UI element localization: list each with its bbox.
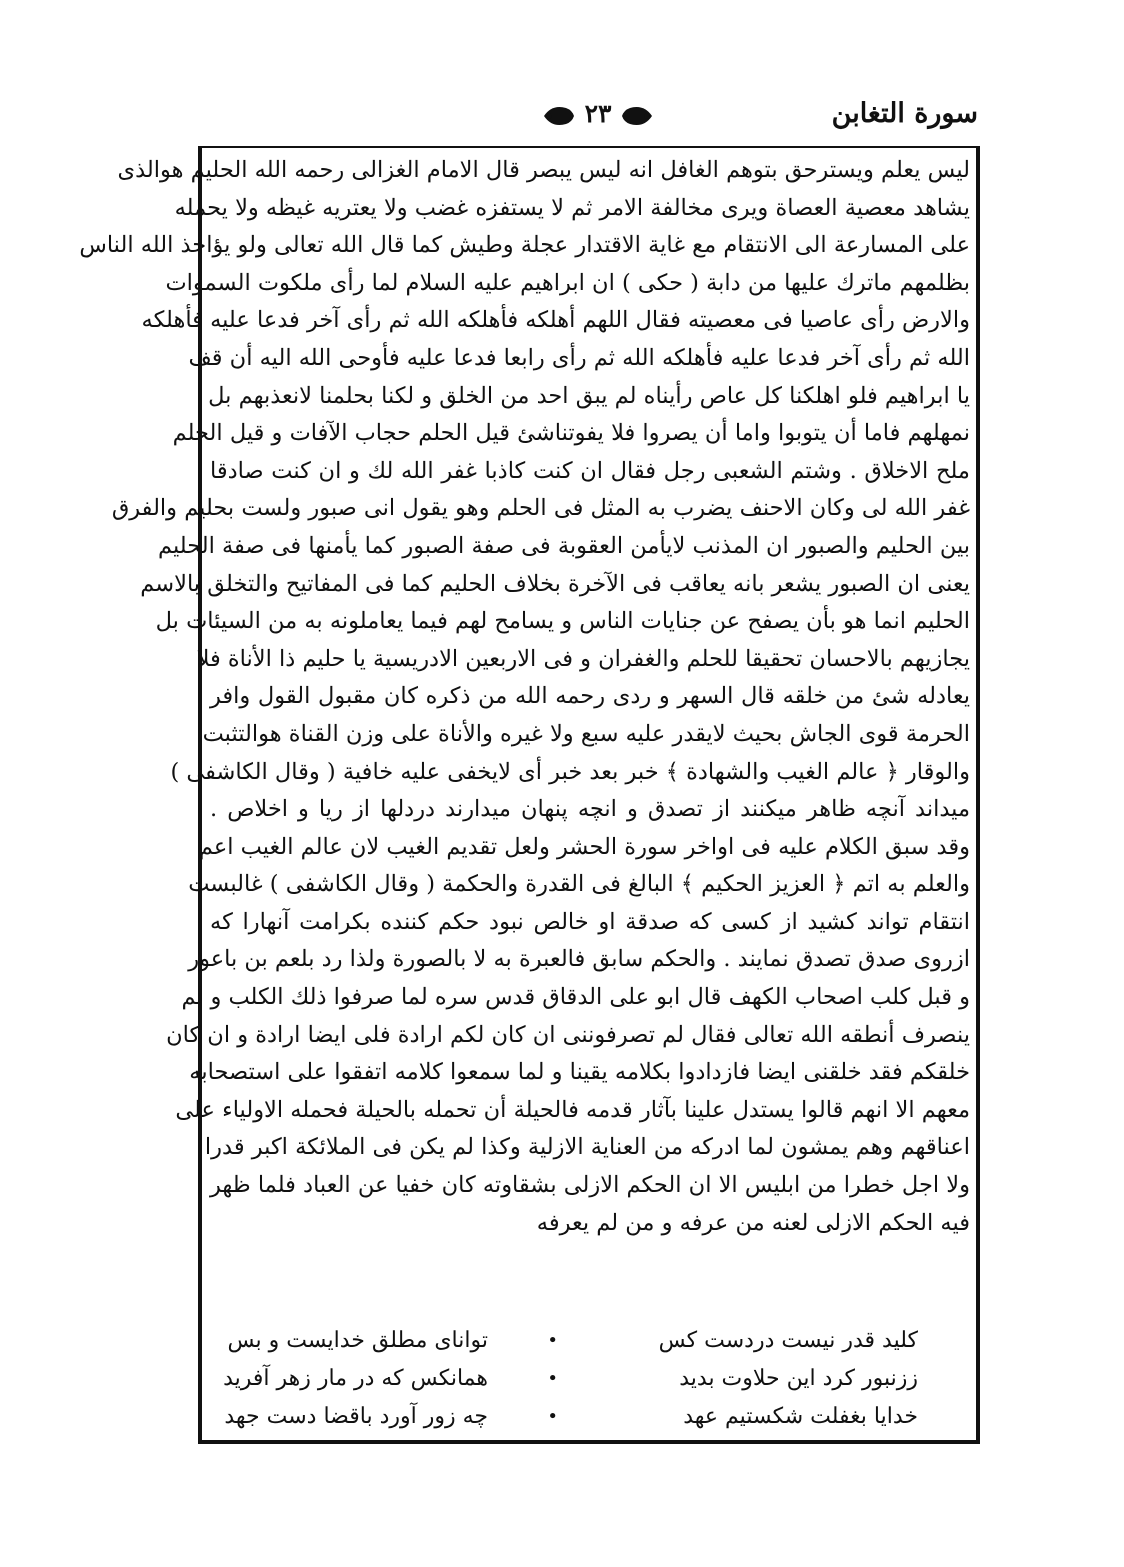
text-line: اعناقهم وهم يمشون لما ادركه من العناية الازلية وكذا لم يكن فى الملائكة اكبر قدرا xyxy=(204,1134,970,1161)
text-line: يا ابراهيم فلو اهلكنا كل عاص رأيناه لم يبق احد من الخلق و لكنا بحلمنا لانعذبهم بل xyxy=(208,382,970,409)
text-line: انتقام تواند كشيد از كسى كه صدقة او خالص نبود حكم كننده بكرامت آنهارا كه xyxy=(210,908,970,935)
text-line: ملح الاخلاق . وشتم الشعبى رجل فقال ان كنت كاذبا غفر الله لك و ان كنت صادقا xyxy=(210,457,970,484)
text-line: يشاهد معصية العصاة ويرى مخالفة الامر ثم لا يستفزه غضب ولا يعتريه غيظه ولا يحمله xyxy=(174,194,970,221)
verse-separator: • xyxy=(547,1406,558,1427)
text-line: الحليم انما هو بأن يصفح عن جنايات الناس و يسامح لهم فيما يعاملونه به من السيئات بل xyxy=(155,608,970,635)
text-line: فيه الحكم الازلى لعنه من عرفه و من لم يعرفه xyxy=(536,1209,970,1236)
verse-hemistich-right: ززنبور كرد اين حلاوت بديد xyxy=(679,1366,918,1391)
text-line: ازروى صدق تصدق نمايند . والحكم سابق فالعبرة به لا بالصورة ولذا رد بلعم بن باعور xyxy=(188,946,970,973)
verse-hemistich-right: خدايا بغفلت شكستيم عهد xyxy=(683,1404,918,1429)
text-line: يعنى ان الصبور يشعر بانه يعاقب فى الآخرة بخلاف الحليم كما فى المفاتيح والتخلق بالاسم xyxy=(140,570,970,597)
text-line: خلقكم فقد خلقنى ايضا فازدادوا بكلامه يقينا و لما سمعوا كلامه اتفقوا على استصحابه xyxy=(189,1059,970,1086)
page-header xyxy=(198,96,980,144)
text-line: بين الحليم والصبور ان المذنب لايأمن العقوبة فى صفة الصبور كما يأمنها فى صفة الحليم xyxy=(157,532,970,559)
text-line: معهم الا انهم قالوا يستدل علينا بآثار قدمه فالحيلة أن تحمله بالحيلة فحمله الاولياء على xyxy=(175,1096,970,1123)
text-line: وقد سبق الكلام عليه فى اواخر سورة الحشر ولعل تقديم الغيب لان عالم الغيب اعم xyxy=(198,833,970,860)
verse-row xyxy=(218,1398,958,1436)
page-number: ٢٣ xyxy=(584,99,612,128)
text-line: بظلمهم ماترك عليها من دابة ( حكى ) ان ابراهيم عليه السلام لما رأى ملكوت السموات xyxy=(165,269,970,296)
verse-row xyxy=(218,1322,958,1360)
verse-hemistich-left: تواناى مطلق خدايست و بس xyxy=(227,1328,488,1353)
text-line: على المسارعة الى الانتقام مع غاية الاقتدار عجلة وطيش كما قال الله تعالى ولو يؤاخذ الله الناس xyxy=(79,232,970,259)
text-line: ليس يعلم ويسترحق بتوهم الغافل انه ليس يبصر قال الامام الغزالى رحمه الله الحليم هوالذى xyxy=(117,157,970,183)
verse-hemistich-left: همانكس كه در مار زهر آفريد xyxy=(223,1366,488,1391)
text-line: يعادله شئ من خلقه قال السهر و ردى رحمه الله من ذكره كان مقبول القول وافر xyxy=(210,683,970,710)
poem-verses xyxy=(218,1322,958,1436)
text-line: الله ثم رأى آخر فدعا عليه فأهلكه الله ثم رأى رابعا فدعا عليه فأوحى الله اليه أن قف xyxy=(188,344,970,371)
verse-row xyxy=(218,1360,958,1398)
text-line: ولا اجل خطرا من ابليس الا ان الحكم الازلى بشقاوته كان خفيا عن العباد فلما ظهر xyxy=(209,1172,970,1199)
text-line: والارض رأى عاصيا فى معصيته فقال اللهم أهلكه فأهلكه الله ثم رأى آخر فدعا عليه فأهلكه xyxy=(141,307,970,334)
body-text xyxy=(79,152,970,1242)
text-line: يجازيهم بالاحسان تحقيقا للحلم والغفران و فى الاربعين الادريسية يا حليم ذا الأناة فلا xyxy=(196,645,970,672)
text-line: نمهلهم فاما أن يتوبوا واما أن يصروا فلا يفوتناشئ قيل الحلم حجاب الآفات و قيل الحلم xyxy=(172,420,970,447)
verse-separator: • xyxy=(547,1368,558,1389)
text-line: الحرمة قوى الجاش بحيث لايقدر عليه سبع ولا غيره والأناة على وزن القناة هوالتثبت xyxy=(202,720,970,747)
text-line: والوقار ﴿ عالم الغيب والشهادة ﴾ خبر بعد خبر أى لايخفى عليه خافية ( وقال الكاشفى ) xyxy=(170,758,970,785)
text-line: ينصرف أنطقه الله تعالى فقال لم تصرفوننى ان كان لكم ارادة فلى ايضا ارادة و ان كان xyxy=(166,1021,970,1048)
verse-hemistich-right: كليد قدر نيست دردست كس xyxy=(658,1328,918,1353)
sura-title: سورة التغابن xyxy=(831,98,978,129)
page-number-ornament xyxy=(538,96,658,136)
text-line: والعلم به اتم ﴿ العزيز الحكيم ﴾ البالغ فى القدرة والحكمة ( وقال الكاشفى ) غالبست xyxy=(188,871,970,898)
text-line: ميداند آنچه ظاهر ميكنند از تصدق و انچه پنهان ميدارند دردلها از ريا و اخلاص . xyxy=(210,796,970,823)
verse-hemistich-left: چه زور آورد باقضا دست جهد xyxy=(224,1404,488,1429)
text-line: غفر الله لى وكان الاحنف يضرب به المثل فى الحلم وهو يقول انى صبور ولست بحليم والفرق xyxy=(111,495,970,522)
verse-separator: • xyxy=(547,1330,558,1351)
text-line: و قبل كلب اصحاب الكهف قال ابو على الدقاق قدس سره لما صرفوا ذلك الكلب و لم xyxy=(181,984,970,1011)
